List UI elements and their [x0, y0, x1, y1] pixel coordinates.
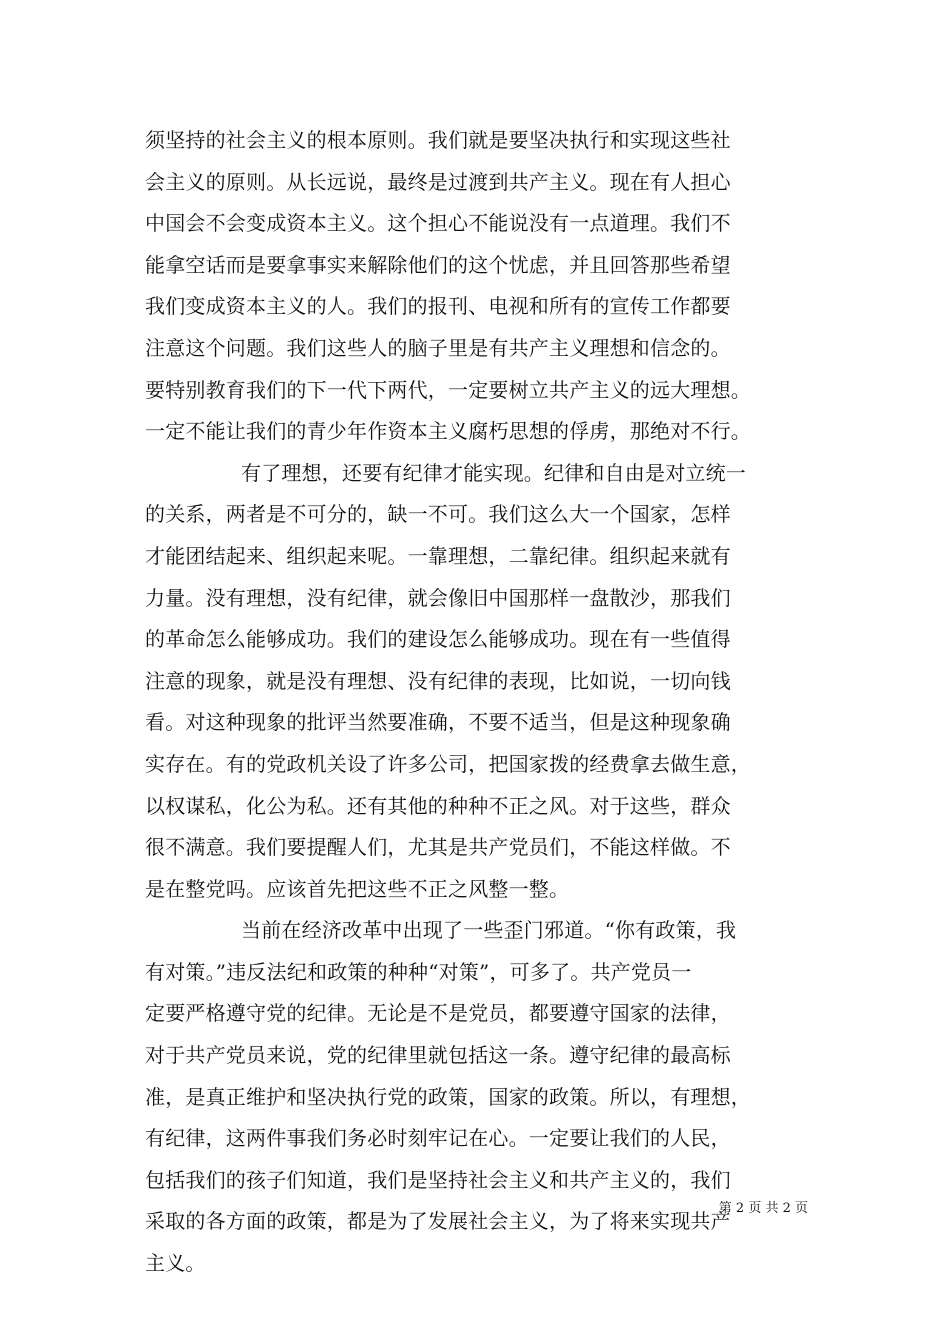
page-number: 第 2 页 共 2 页	[718, 1201, 808, 1216]
text-line: 看。对这种现象的批评当然要准确，不要不适当，但是这种现象确	[145, 710, 731, 735]
text-line: 以权谋私，化公为私。还有其他的种种不正之风。对于这些，群众	[145, 793, 731, 818]
text-line: 须坚持的社会主义的根本原则。我们就是要坚决执行和实现这些社	[145, 128, 731, 152]
text-line: 才能团结起来、组织起来呢。一靠理想，二靠纪律。组织起来就有	[145, 543, 731, 568]
text-line: 包括我们的孩子们知道，我们是坚持社会主义和共产主义的，我们	[145, 1167, 731, 1192]
text-line: 实存在。有的党政机关设了许多公司，把国家拨的经费拿去做生意，	[145, 751, 751, 776]
text-line: 很不满意。我们要提醒人们，尤其是共产党员们，不能这样做。不	[145, 835, 731, 860]
text-line: 要特别教育我们的下一代下两代，一定要树立共产主义的远大理想。	[145, 377, 751, 402]
text-line: 有纪律，这两件事我们务必时刻牢记在心。一定要让我们的人民，	[145, 1126, 731, 1151]
text-line: 的革命怎么能够成功。我们的建设怎么能够成功。现在有一些值得	[145, 627, 731, 652]
text-line: 注意这个问题。我们这些人的脑子里是有共产主义理想和信念的。	[145, 335, 731, 360]
text-line: 中国会不会变成资本主义。这个担心不能说没有一点道理。我们不	[145, 211, 731, 236]
text-line: 对于共产党员来说，党的纪律里就包括这一条。遵守纪律的最高标	[145, 1043, 731, 1068]
text-line: 我们变成资本主义的人。我们的报刊、电视和所有的宣传工作都要	[145, 294, 731, 319]
text-line: 定要严格遵守党的纪律。无论是不是党员，都要遵守国家的法律，	[145, 1001, 731, 1026]
text-line: 的关系，两者是不可分的，缺一不可。我们这么大一个国家，怎样	[145, 502, 731, 527]
text-line: 会主义的原则。从长远说，最终是过渡到共产主义。现在有人担心	[145, 169, 731, 194]
text-line: 主义。	[145, 1251, 206, 1276]
paragraph-start-line: 当前在经济改革中出现了一些歪门邪道。“你有政策，我	[241, 918, 737, 943]
text-line: 能拿空话而是要拿事实来解除他们的这个忧虑，并且回答那些希望	[145, 252, 731, 277]
text-line: 是在整党吗。应该首先把这些不正之风整一整。	[145, 876, 570, 901]
paragraph-start-line: 有了理想，还要有纪律才能实现。纪律和自由是对立统一	[241, 460, 746, 485]
text-line: 注意的现象，就是没有理想、没有纪律的表现，比如说，一切向钱	[145, 668, 731, 693]
text-line: 有对策。”违反法纪和政策的种种“对策”，可多了。共产党员一	[145, 959, 692, 984]
text-line: 力量。没有理想，没有纪律，就会像旧中国那样一盘散沙，那我们	[145, 585, 731, 610]
text-line: 一定不能让我们的青少年作资本主义腐朽思想的俘虏，那绝对不行。	[145, 419, 751, 444]
text-line: 准，是真正维护和坚决执行党的政策，国家的政策。所以，有理想，	[145, 1084, 751, 1109]
body-text	[145, 120, 810, 1285]
text-line: 采取的各方面的政策，都是为了发展社会主义，为了将来实现共产	[145, 1209, 731, 1234]
